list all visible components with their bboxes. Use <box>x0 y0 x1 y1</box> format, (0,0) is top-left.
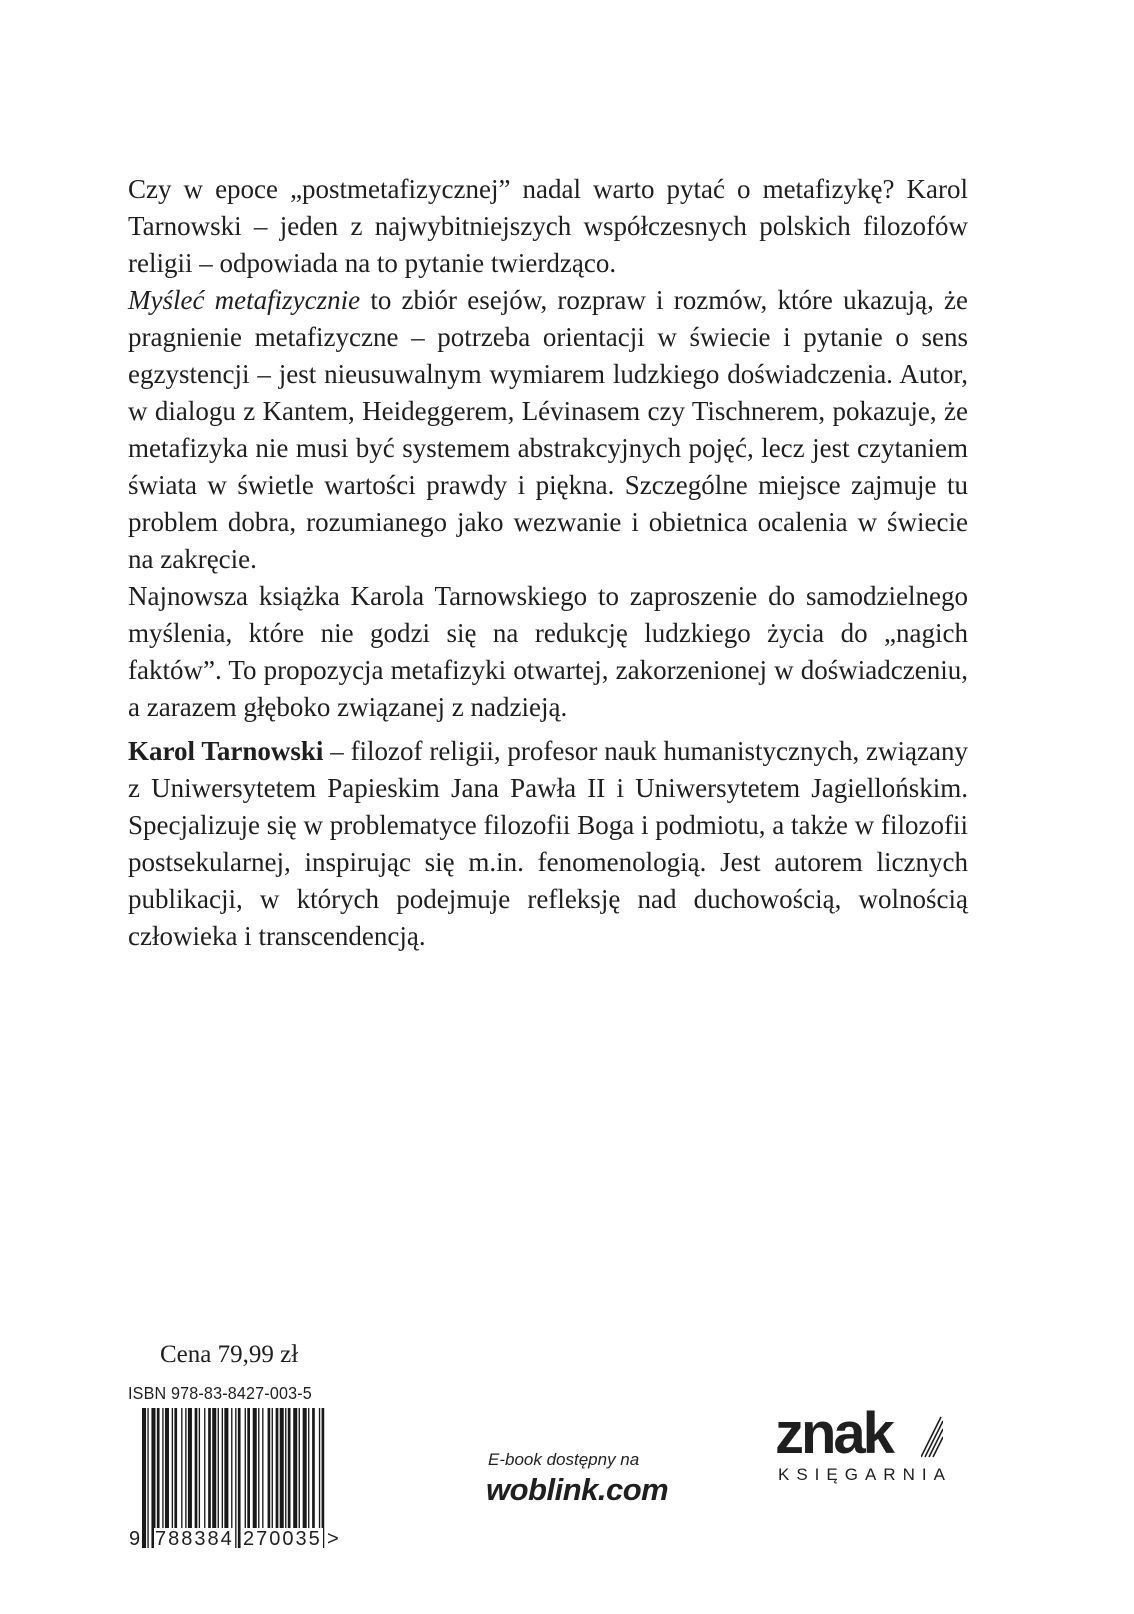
barcode-bar <box>222 1408 223 1548</box>
description-paragraph-3: Najnowsza książka Karola Tarnowskiego to zaproszenie do samodzielnego myślenia, które nie godzi się na redukcję ludzkiego życia do „nagich faktów”. To propozycja metafizyki otwartej, zakorzenionej w doświadczeniu, a zarazem głęboko związanej z nadzieją. <box>128 581 968 722</box>
barcode-bar <box>208 1408 211 1548</box>
barcode-digits <box>128 1528 338 1552</box>
barcode-bar <box>258 1408 259 1548</box>
barcode-bar <box>199 1408 200 1548</box>
publisher-logo <box>775 1401 952 1485</box>
ebook-label: E-book dostępny na <box>488 1450 640 1469</box>
barcode-bar <box>142 1408 146 1548</box>
barcode-bar <box>235 1408 236 1548</box>
barcode-bar <box>268 1408 271 1548</box>
barcode-bar <box>245 1408 246 1548</box>
barcode-bar <box>253 1408 257 1548</box>
barcode-digit-first: 9 <box>129 1528 141 1550</box>
author-bio <box>128 733 968 955</box>
barcode-bar <box>312 1408 315 1548</box>
barcode-bar <box>293 1408 297 1548</box>
author-name: Karol Tarnowski <box>128 736 324 766</box>
barcode-bar <box>285 1408 286 1548</box>
barcode-bar <box>172 1408 173 1548</box>
barcode-bar <box>181 1408 182 1548</box>
barcode-bar <box>147 1408 148 1548</box>
ebook-notice <box>486 1450 706 1508</box>
isbn-barcode <box>128 1383 338 1552</box>
barcode-bar <box>195 1408 198 1548</box>
znak-logo-sub: KSIĘGARNIA <box>778 1465 952 1484</box>
barcode-bar <box>308 1408 309 1548</box>
isbn-label: ISBN 978-83-8427-003-5 <box>128 1383 312 1403</box>
barcode-bar <box>162 1408 163 1548</box>
barcode-bar <box>276 1408 279 1548</box>
barcode-bar <box>174 1408 177 1548</box>
description-paragraph-2 <box>128 282 968 578</box>
barcode-bar <box>212 1408 216 1548</box>
author-bio-text: – filozof religii, profesor nauk humanistycznych, związany z Uniwersytetem Papieskim Jana Pawła II i Uniwersytetem Jagiellońskim. Specjalizuje się w problematyce filozofii Boga i podmiotu, a także w filozofii postsekularnej, inspirując się m.in. fenomenologią. Jest autorem licznych publikacji, w których podejmuje refleksję nad duchowością, wolnością człowieka i transcendencją. <box>128 736 968 951</box>
barcode-bar <box>262 1408 263 1548</box>
barcode-bar <box>319 1408 320 1548</box>
book-description <box>128 171 968 726</box>
barcode-bar <box>188 1408 192 1548</box>
barcode-bar <box>299 1408 300 1548</box>
woblink-logo: woblink.com <box>486 1472 669 1507</box>
barcode-bar <box>238 1408 241 1548</box>
barcode-bar <box>185 1408 186 1548</box>
description-paragraph-1: Czy w epoce „postmetafizycznej” nadal warto pytać o metafizykę? Karol Tarnowski – jeden z najwybitniejszych współczesnych polskich filozofów religii – odpowiada na to pytanie twierdząco. <box>128 174 968 278</box>
barcode-bar <box>151 1408 155 1548</box>
barcode-bar <box>272 1408 273 1548</box>
barcode-bar <box>280 1408 284 1548</box>
barcode-digits-right: 270035 <box>243 1528 322 1550</box>
barcode-bar <box>322 1408 325 1548</box>
book-title: Myśleć metafizycznie <box>128 285 361 315</box>
barcode-bar <box>165 1408 169 1548</box>
barcode-bar <box>218 1408 219 1548</box>
barcode-bar <box>231 1408 232 1548</box>
znak-lines-icon <box>921 1413 943 1459</box>
barcode-bar <box>247 1408 250 1548</box>
barcode-bar <box>303 1408 307 1548</box>
price-label: Cena 79,99 zł <box>160 1341 299 1368</box>
barcode-bar <box>157 1408 160 1548</box>
barcode-bars <box>128 1408 338 1548</box>
author-bio-paragraph <box>128 733 968 955</box>
barcode-bar <box>204 1408 205 1548</box>
description-paragraph-2-text: to zbiór esejów, rozpraw i rozmów, które ukazują, że pragnienie metafizyczne – potrzeba orientacji w świecie i pytanie o sens egzystencji – jest nieusuwalnym wymiarem ludzkiego doświadczenia. Autor, w dialogu z Kantem, Heideggerem, Lévinasem czy Tischnerem, pokazuje, że metafizyka nie musi być systemem abstrakcyjnych pojęć, lecz jest czytaniem świata w świetle wartości prawdy i piękna. Szczególne miejsce zajmuje tu problem dobra, rozumianego jako wezwanie i obietnica ocalenia w świecie na zakręcie. <box>128 285 969 574</box>
znak-logo-word: znak <box>775 1401 892 1466</box>
barcode-digits-left: 788384 <box>155 1528 234 1550</box>
barcode-end-mark: > <box>327 1528 339 1550</box>
barcode-bar <box>288 1408 291 1548</box>
barcode-bar <box>224 1408 228 1548</box>
